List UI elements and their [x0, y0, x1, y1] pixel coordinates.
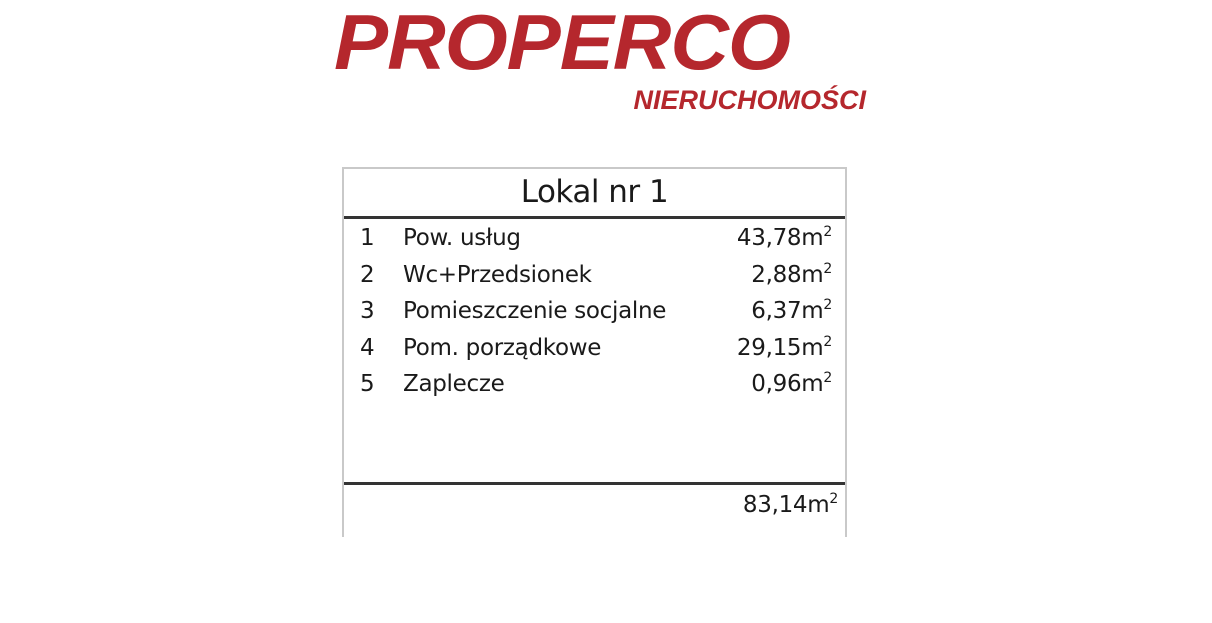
room-area: $29,15m^2$ — [736, 333, 832, 361]
room-area: $43,78m^2$ — [736, 224, 832, 251]
row-number: 1 — [360, 225, 375, 251]
row-number: 3 — [360, 298, 375, 324]
table-title: Lokal nr 1 — [344, 169, 845, 219]
table-row — [344, 366, 845, 403]
area-rows — [344, 220, 845, 403]
table-row — [344, 330, 845, 367]
row-number: 4 — [360, 334, 375, 361]
table-row — [344, 293, 845, 330]
total-divider — [344, 482, 845, 485]
table-row — [344, 257, 845, 294]
logo-wordmark: PROPERCO — [334, 0, 790, 86]
room-name: Zaplecze — [403, 371, 505, 397]
company-logo — [334, 0, 894, 125]
room-name: Pow. usług — [403, 225, 521, 251]
logo-tagline: NIERUCHOMOŚCI — [633, 85, 866, 115]
table-row — [344, 220, 845, 257]
row-number: 2 — [360, 261, 375, 288]
room-area: $2,88m^2$ — [751, 260, 832, 288]
room-name: Pom. porządkowe — [403, 334, 602, 361]
total-area: $83,14m^2$ — [742, 491, 838, 518]
room-area: $0,96m^2$ — [751, 370, 832, 397]
room-name: Pomieszczenie socjalne — [403, 298, 667, 324]
room-name: Wc+Przedsionek — [403, 261, 592, 288]
row-number: 5 — [360, 371, 375, 397]
area-table — [342, 167, 847, 537]
room-area: $6,37m^2$ — [751, 297, 832, 324]
